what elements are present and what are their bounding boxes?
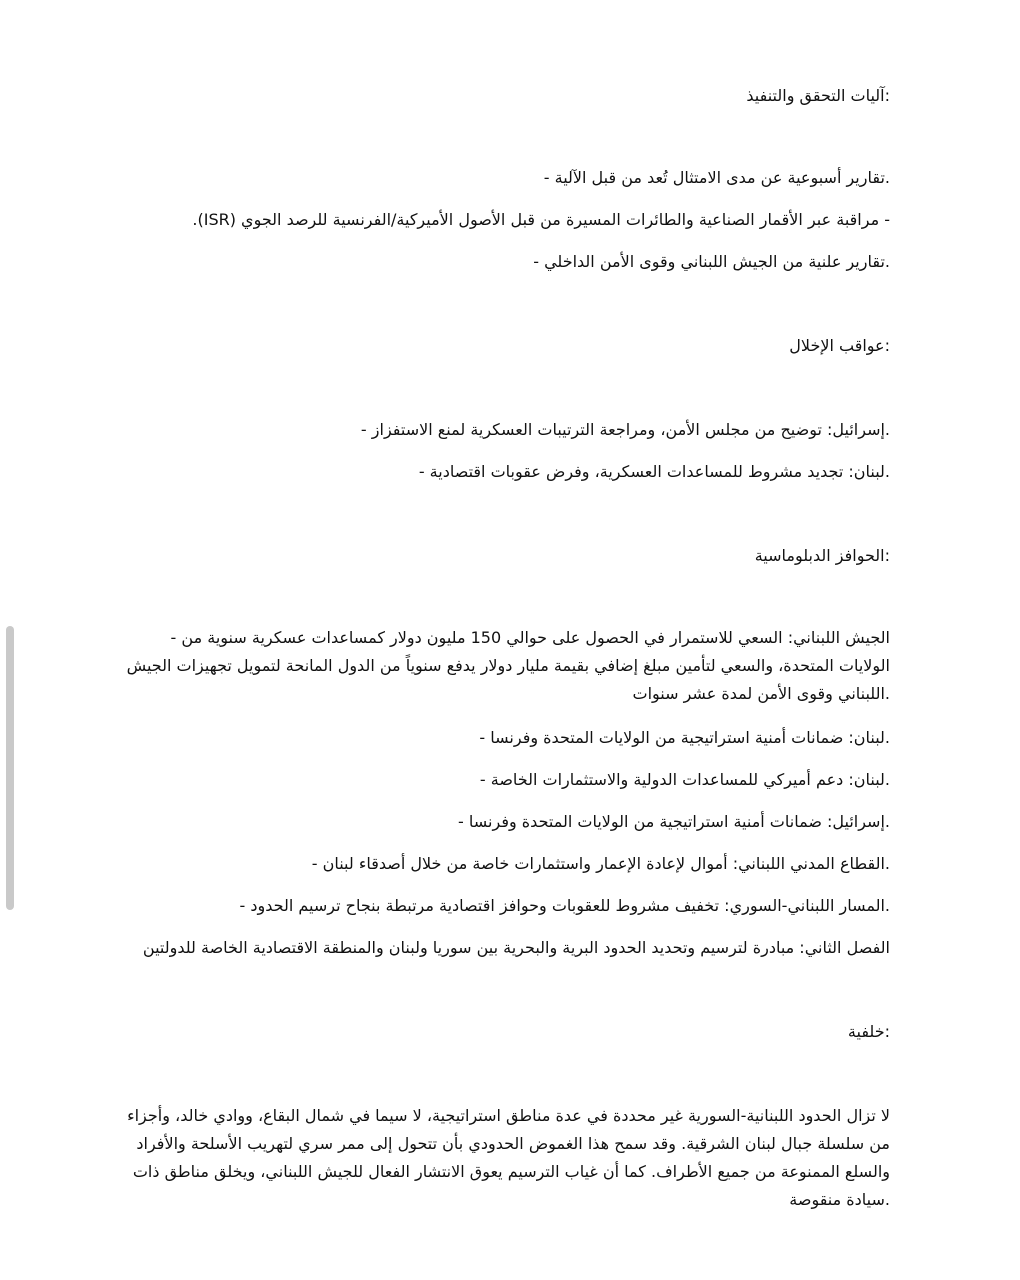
paragraph-line: .اللبناني وقوى الأمن لمدة عشر سنوات — [632, 684, 890, 703]
scrollbar[interactable] — [6, 626, 14, 910]
list-item: .تقارير أسبوعية عن مدى الامتثال تُعد من قبل الآلية - — [543, 168, 890, 187]
chapter-two-title: الفصل الثاني: مبادرة لترسيم وتحديد الحدود البرية والبحرية بين سوريا ولبنان والمنطقة الاقتصادية الخاصة للدولتين — [142, 938, 890, 957]
list-item: .إسرائيل: ضمانات أمنية استراتيجية من الولايات المتحدة وفرنسا - — [458, 812, 890, 831]
background-paragraph — [127, 1102, 890, 1214]
paragraph-line: الولايات المتحدة، والسعي لتأمين مبلغ إضافي بقيمة مليار دولار يدفع سنوياً من الدول المانحة لتمويل تجهيزات الجيش — [126, 656, 890, 675]
paragraph-line: لا تزال الحدود اللبنانية-السورية غير محددة في عدة مناطق استراتيجية، لا سيما في شمال البقاع، ووادي خالد، وأجزاء — [127, 1106, 890, 1125]
list-item: .لبنان: تجديد مشروط للمساعدات العسكرية، وفرض عقوبات اقتصادية - — [418, 462, 890, 481]
paragraph-line: .سيادة منقوصة — [789, 1190, 890, 1209]
list-item: .لبنان: ضمانات أمنية استراتيجية من الولايات المتحدة وفرنسا - — [479, 728, 890, 747]
heading-violations: :عواقب الإخلال — [789, 336, 890, 355]
list-item: .إسرائيل: توضيح من مجلس الأمن، ومراجعة الترتيبات العسكرية لمنع الاستفزاز - — [360, 420, 890, 439]
heading-verification: :آليات التحقق والتنفيذ — [746, 86, 890, 105]
paragraph-line: والسلع الممنوعة من جميع الأطراف. كما أن غياب الترسيم يعوق الانتشار الفعال للجيش اللبناني، ويخلق مناطق ذات — [132, 1162, 890, 1181]
list-item: .تقارير علنية من الجيش اللبناني وقوى الأمن الداخلي - — [533, 252, 890, 271]
list-item: .القطاع المدني اللبناني: أموال لإعادة الإعمار واستثمارات خاصة من خلال أصدقاء لبنان - — [311, 854, 890, 873]
army-incentive-paragraph — [126, 624, 890, 708]
paragraph-line: من سلسلة جبال لبنان الشرقية. وقد سمح هذا الغموض الحدودي بأن تتحول إلى ممر سري لتهريب الأسلحة والأفراد — [136, 1134, 890, 1153]
heading-background: :خلفية — [847, 1022, 890, 1041]
list-item: .لبنان: دعم أميركي للمساعدات الدولية والاستثمارات الخاصة - — [479, 770, 890, 789]
heading-incentives: :الحوافز الدبلوماسية — [754, 546, 890, 565]
list-item: .(ISR) مراقبة عبر الأقمار الصناعية والطائرات المسيرة من قبل الأصول الأميركية/الفرنسية للرصد الجوي - — [192, 210, 890, 229]
document-page — [120, 80, 890, 1240]
list-item: .المسار اللبناني-السوري: تخفيف مشروط للعقوبات وحوافز اقتصادية مرتبطة بنجاح ترسيم الحدود - — [239, 896, 890, 915]
paragraph-line: الجيش اللبناني: السعي للاستمرار في الحصول على حوالي 150 مليون دولار كمساعدات عسكرية سنوية من - — [170, 628, 890, 647]
